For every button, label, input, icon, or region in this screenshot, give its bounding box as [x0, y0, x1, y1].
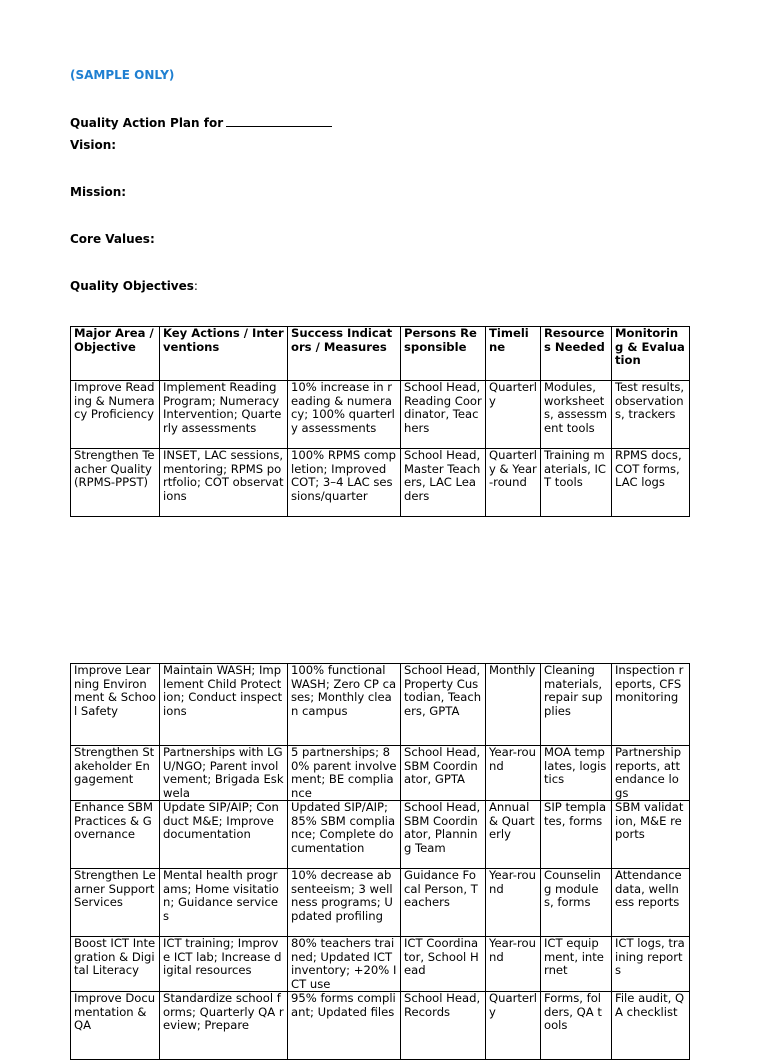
- action-plan-table-2: [70, 663, 690, 1060]
- table-header-row: [71, 327, 690, 381]
- table-row: [71, 992, 690, 1060]
- table-cell: Annual & Quarterly: [486, 801, 541, 869]
- table-cell: Quarterly & Year-round: [486, 449, 541, 517]
- table-cell: Implement Reading Program; Numeracy Intervention; Quarterly assessments: [160, 381, 288, 449]
- table-cell: Boost ICT Integration & Digital Literacy: [71, 937, 160, 992]
- table-cell: SIP templates, forms: [541, 801, 612, 869]
- table-cell: School Head, Reading Coordinator, Teachers: [401, 381, 486, 449]
- table-cell: Improve Documentation & QA: [71, 992, 160, 1060]
- table-cell: Strengthen Learner Support Services: [71, 869, 160, 937]
- table-cell: Forms, folders, QA tools: [541, 992, 612, 1060]
- sample-only-label: (SAMPLE ONLY): [70, 68, 175, 82]
- table-cell: INSET, LAC sessions, mentoring; RPMS portfolio; COT observations: [160, 449, 288, 517]
- quality-objectives-colon: :: [193, 279, 198, 293]
- plan-title: [70, 115, 332, 130]
- table-cell: Strengthen Teacher Quality (RPMS-PPST): [71, 449, 160, 517]
- mission-label: Mission:: [70, 185, 127, 199]
- table-cell: 10% decrease absenteeism; 3 wellness programs; Updated profiling: [288, 869, 401, 937]
- table-cell: Update SIP/AIP; Conduct M&E; Improve documentation: [160, 801, 288, 869]
- plan-title-blank: [226, 115, 332, 127]
- table-cell: Counseling modules, forms: [541, 869, 612, 937]
- header-cell: Resources Needed: [541, 327, 612, 381]
- table-row: [71, 869, 690, 937]
- table-cell: Quarterly: [486, 381, 541, 449]
- table-cell: Enhance SBM Practices & Governance: [71, 801, 160, 869]
- table-cell: Improve Learning Environment & School Safety: [71, 664, 160, 746]
- plan-title-text: Quality Action Plan for: [70, 116, 224, 130]
- table-cell: ICT Coordinator, School Head: [401, 937, 486, 992]
- table-row: [71, 449, 690, 517]
- table-cell: 100% RPMS completion; Improved COT; 3–4 LAC sessions/quarter: [288, 449, 401, 517]
- core-values-label: Core Values:: [70, 232, 155, 246]
- table-cell: Year-round: [486, 869, 541, 937]
- table-cell: School Head, SBM Coordinator, GPTA: [401, 746, 486, 801]
- table-cell: Standardize school forms; Quarterly QA review; Prepare: [160, 992, 288, 1060]
- table-cell: 10% increase in reading & numeracy; 100% quarterly assessments: [288, 381, 401, 449]
- table-cell: Year-round: [486, 937, 541, 992]
- table-cell: 95% forms compliant; Updated files: [288, 992, 401, 1060]
- table-cell: School Head, Property Custodian, Teachers, GPTA: [401, 664, 486, 746]
- quality-objectives-text: Quality Objectives: [70, 279, 194, 293]
- table-cell: Attendance data, wellness reports: [612, 869, 690, 937]
- table-cell: Maintain WASH; Implement Child Protection; Conduct inspections: [160, 664, 288, 746]
- header-cell: Key Actions / Interventions: [160, 327, 288, 381]
- table-cell: 80% teachers trained; Updated ICT inventory; +20% ICT use: [288, 937, 401, 992]
- header-cell: Monitoring & Evaluation: [612, 327, 690, 381]
- table-row: [71, 801, 690, 869]
- table-cell: ICT logs, training reports: [612, 937, 690, 992]
- table-row: [71, 746, 690, 801]
- table-cell: School Head, SBM Coordinator, Planning Team: [401, 801, 486, 869]
- table-cell: File audit, QA checklist: [612, 992, 690, 1060]
- table-cell: Year-round: [486, 746, 541, 801]
- table-cell: Partnership reports, attendance logs: [612, 746, 690, 801]
- table-cell: Guidance Focal Person, Teachers: [401, 869, 486, 937]
- table-cell: Test results, observations, trackers: [612, 381, 690, 449]
- table-row: [71, 381, 690, 449]
- table-cell: School Head, Master Teachers, LAC Leaders: [401, 449, 486, 517]
- table-cell: Quarterly: [486, 992, 541, 1060]
- table-cell: 5 partnerships; 80% parent involvement; BE compliance: [288, 746, 401, 801]
- vision-label: Vision:: [70, 138, 117, 152]
- table-cell: Strengthen Stakeholder Engagement: [71, 746, 160, 801]
- table-cell: MOA templates, logistics: [541, 746, 612, 801]
- table-cell: ICT training; Improve ICT lab; Increase digital resources: [160, 937, 288, 992]
- header-cell: Timeline: [486, 327, 541, 381]
- table-cell: Improve Reading & Numeracy Proficiency: [71, 381, 160, 449]
- table-cell: Monthly: [486, 664, 541, 746]
- table-cell: 100% functional WASH; Zero CP cases; Monthly clean campus: [288, 664, 401, 746]
- table-cell: Partnerships with LGU/NGO; Parent involvement; Brigada Eskwela: [160, 746, 288, 801]
- table-cell: Training materials, ICT tools: [541, 449, 612, 517]
- table-cell: Inspection reports, CFS monitoring: [612, 664, 690, 746]
- quality-objectives-label: [70, 279, 198, 293]
- table-cell: SBM validation, M&E reports: [612, 801, 690, 869]
- table-cell: Modules, worksheets, assessment tools: [541, 381, 612, 449]
- table-cell: Mental health programs; Home visitation; Guidance services: [160, 869, 288, 937]
- header-cell: Persons Responsible: [401, 327, 486, 381]
- table-cell: RPMS docs, COT forms, LAC logs: [612, 449, 690, 517]
- action-plan-table-1: [70, 326, 690, 517]
- table-row: [71, 664, 690, 746]
- table-cell: School Head, Records: [401, 992, 486, 1060]
- table-cell: ICT equipment, internet: [541, 937, 612, 992]
- table-row: [71, 937, 690, 992]
- header-cell: Success Indicators / Measures: [288, 327, 401, 381]
- header-cell: Major Area / Objective: [71, 327, 160, 381]
- table-cell: Updated SIP/AIP; 85% SBM compliance; Complete documentation: [288, 801, 401, 869]
- table-cell: Cleaning materials, repair supplies: [541, 664, 612, 746]
